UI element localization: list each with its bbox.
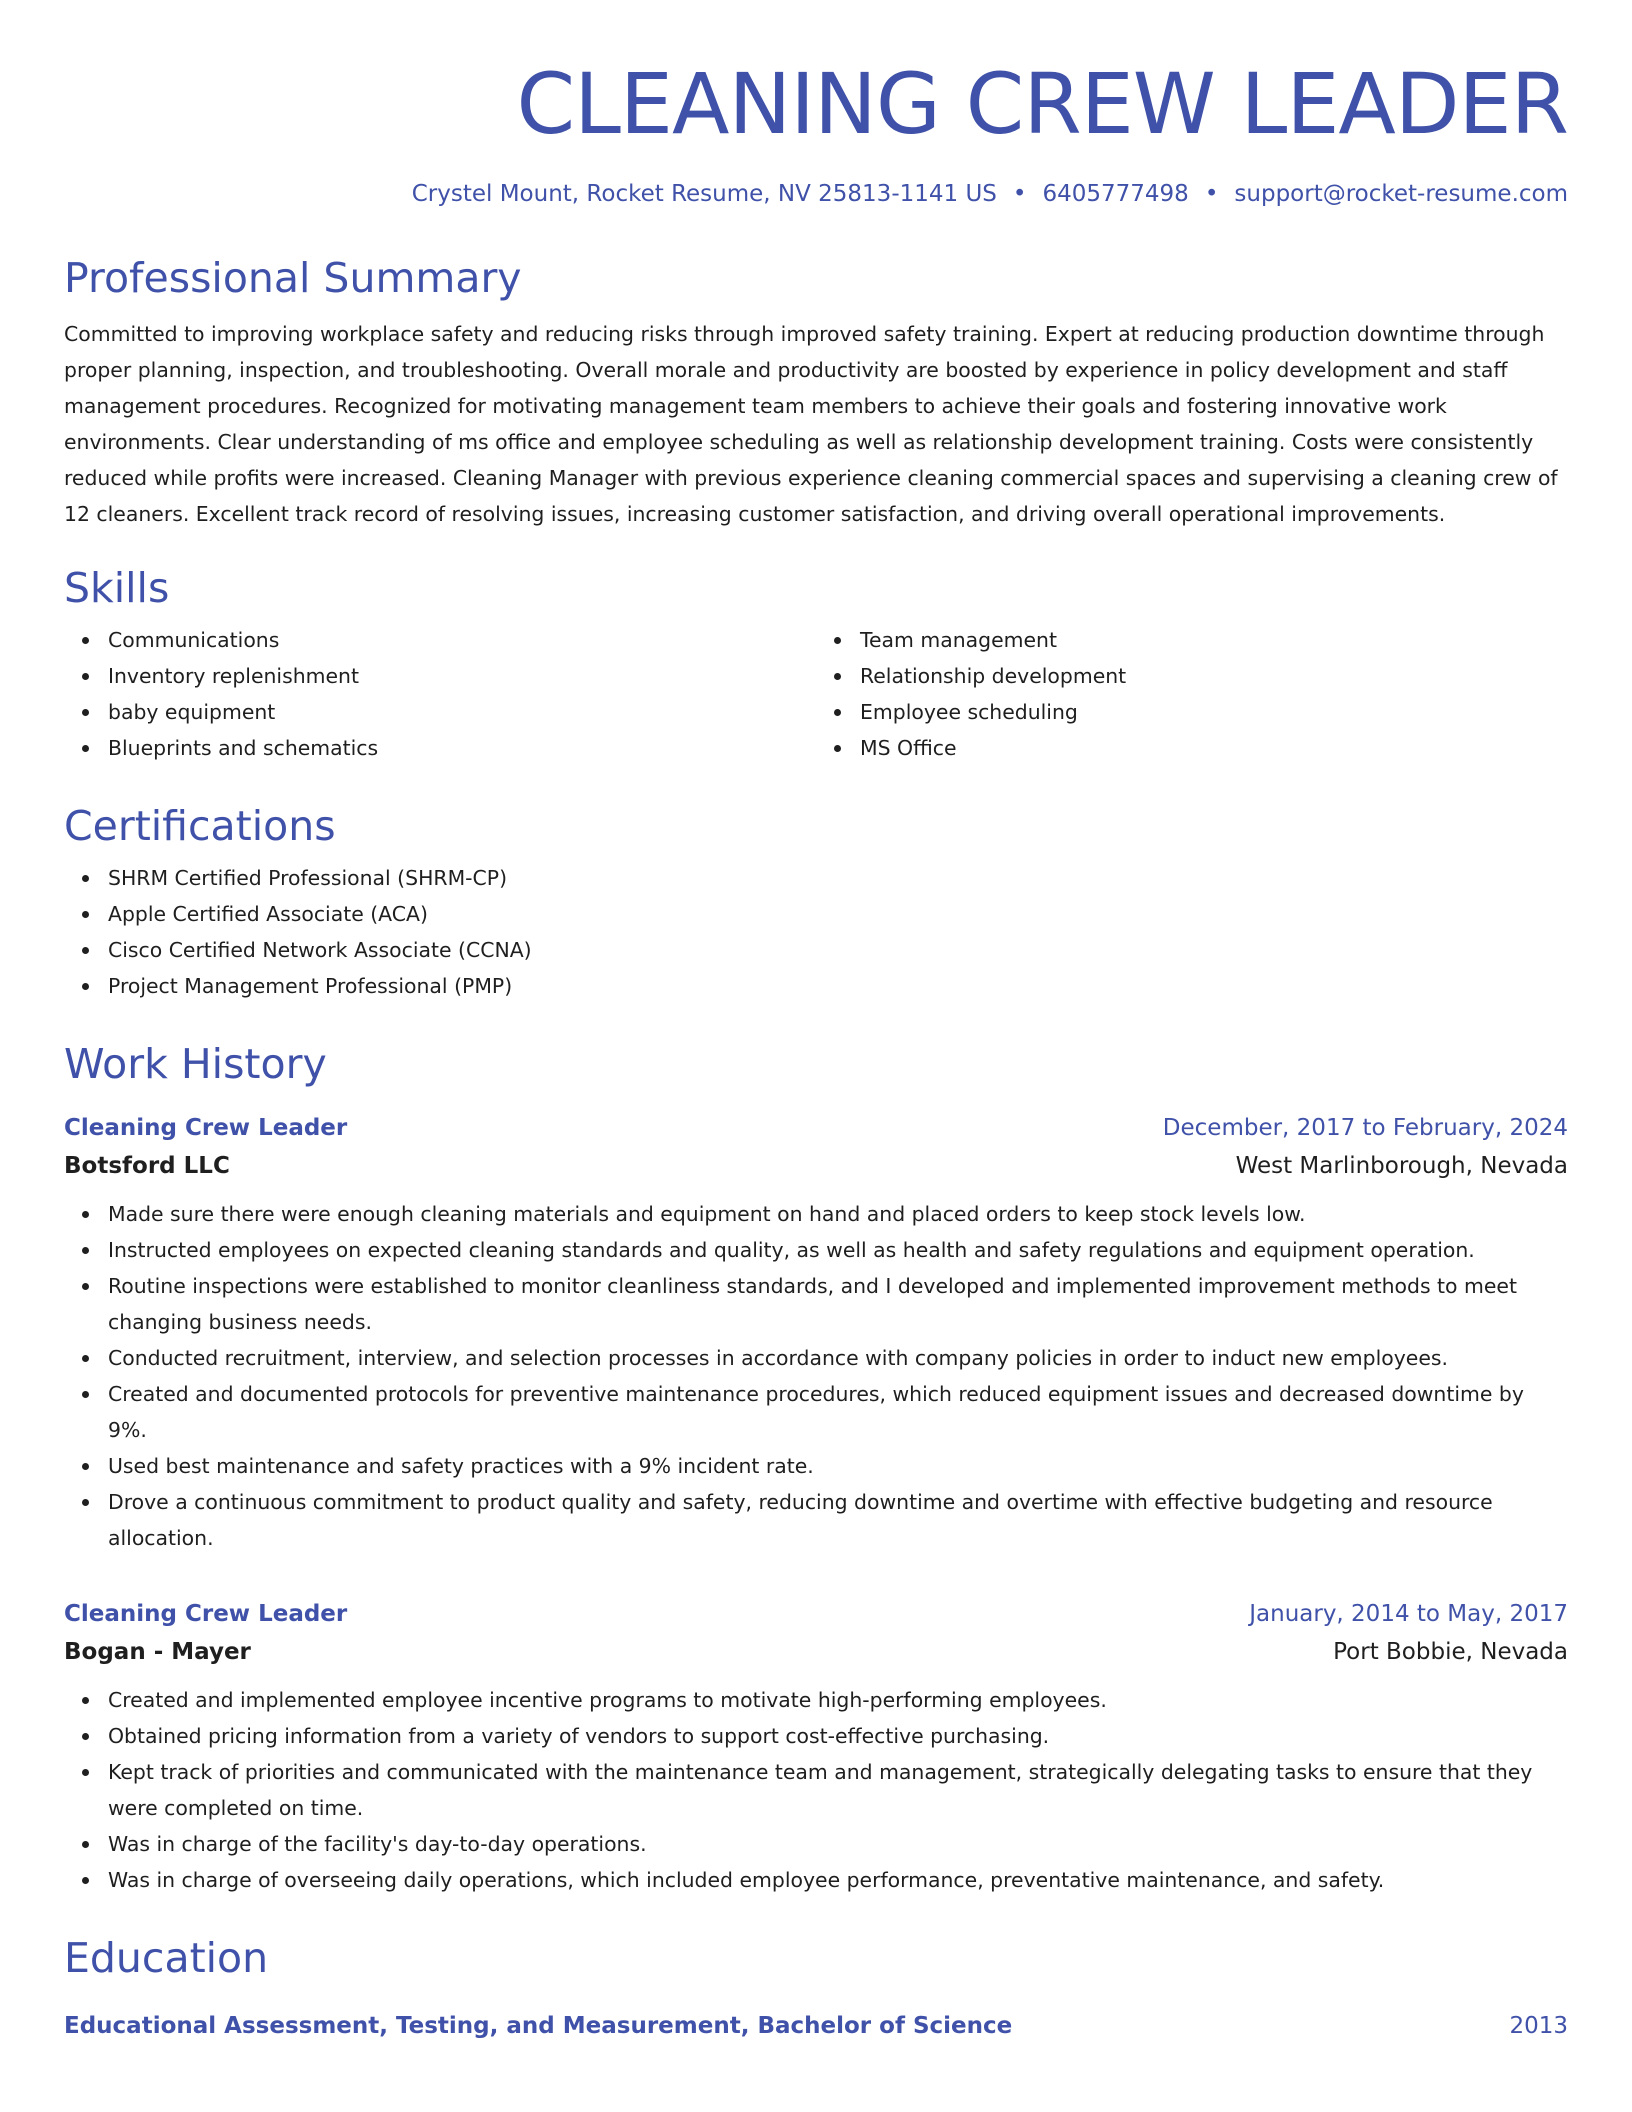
certification-item: Cisco Certified Network Associate (CCNA) — [108, 932, 1568, 968]
skill-item: Employee scheduling — [860, 694, 1568, 730]
job-dates: December, 2017 to February, 2024 — [1162, 1115, 1568, 1141]
skill-item: MS Office — [860, 730, 1568, 766]
contact-phone[interactable]: 6405777498 — [1042, 181, 1189, 207]
job-bullet: Used best maintenance and safety practices with a 9% incident rate. — [108, 1448, 1568, 1484]
job-company: Bogan - Mayer — [64, 1639, 251, 1665]
skill-item: baby equipment — [108, 694, 816, 730]
job-title: Cleaning Crew Leader — [64, 1601, 348, 1627]
job-bullet: Drove a continuous commitment to product quality and safety, reducing downtime and overtime with effective budgeting and resource allocation. — [108, 1484, 1568, 1556]
job-title: Cleaning Crew Leader — [64, 1115, 348, 1141]
section-heading-skills: Skills — [64, 564, 170, 612]
skills-column-left — [64, 622, 816, 766]
skill-item: Blueprints and schematics — [108, 730, 816, 766]
skill-item: Inventory replenishment — [108, 658, 816, 694]
job-bullet: Instructed employees on expected cleaning standards and quality, as well as health and safety regulations and equipment operation. — [108, 1232, 1568, 1268]
section-heading-work-history: Work History — [64, 1040, 327, 1088]
contact-separator: • — [1204, 181, 1219, 207]
job-bullet: Kept track of priorities and communicated with the maintenance team and management, strategically delegating tasks to ensure that they were completed on time. — [108, 1754, 1568, 1826]
job-entry — [64, 1596, 1568, 1898]
job-company: Botsford LLC — [64, 1153, 230, 1179]
certification-item: Apple Certified Associate (ACA) — [108, 896, 1568, 932]
job-bullet: Was in charge of overseeing daily operations, which included employee performance, preventative maintenance, and safety. — [108, 1862, 1568, 1898]
section-heading-education: Education — [64, 1934, 269, 1982]
skill-item: Team management — [860, 622, 1568, 658]
contact-separator: • — [1012, 181, 1027, 207]
summary-text: Committed to improving workplace safety and reducing risks through improved safety training. Expert at reducing production downtime through proper planning, inspection, and troubleshooting. Overall morale and productivity are boosted by experience in policy development and staff management procedures. Recognized for motivating management team members to achieve their goals and fostering innovative work environments. Clear understanding of ms office and employee scheduling as well as relationship development training. Costs were consistently reduced while profits were increased. Cleaning Manager with previous experience cleaning commercial spaces and supervising a cleaning crew of 12 cleaners. Excellent track record of resolving issues, increasing customer satisfaction, and driving overall operational improvements. — [64, 322, 1558, 526]
job-bullet: Made sure there were enough cleaning materials and equipment on hand and placed orders to keep stock levels low. — [108, 1196, 1568, 1232]
skill-item: Relationship development — [860, 658, 1568, 694]
skill-item: Communications — [108, 622, 816, 658]
skills-list — [64, 622, 1568, 766]
job-bullet: Was in charge of the facility's day-to-day operations. — [108, 1826, 1568, 1862]
section-heading-summary: Professional Summary — [64, 254, 522, 302]
job-bullet: Conducted recruitment, interview, and selection processes in accordance with company policies in order to induct new employees. — [108, 1340, 1568, 1376]
contact-address: Crystel Mount, Rocket Resume, NV 25813-1141 US — [411, 181, 997, 207]
resume-page — [64, 0, 1568, 2044]
resume-title: CLEANING CREW LEADER — [516, 55, 1568, 153]
education-entry — [64, 2008, 1568, 2044]
job-bullets — [64, 1196, 1568, 1556]
job-location: Port Bobbie, Nevada — [1333, 1639, 1568, 1665]
certification-item: SHRM Certified Professional (SHRM-CP) — [108, 860, 1568, 896]
job-bullet: Obtained pricing information from a variety of vendors to support cost-effective purchasing. — [108, 1718, 1568, 1754]
certifications-list — [64, 860, 1568, 1004]
contact-line — [64, 178, 1568, 210]
job-location: West Marlinborough, Nevada — [1235, 1153, 1568, 1179]
job-bullet: Created and implemented employee incentive programs to motivate high-performing employees. — [108, 1682, 1568, 1718]
job-bullet: Routine inspections were established to monitor cleanliness standards, and I developed and implemented improvement methods to meet changing business needs. — [108, 1268, 1568, 1340]
education-year: 2013 — [1509, 2013, 1568, 2039]
education-degree: Educational Assessment, Testing, and Measurement, Bachelor of Science — [64, 2013, 1013, 2039]
job-dates: January, 2014 to May, 2017 — [1249, 1601, 1568, 1627]
job-entry — [64, 1110, 1568, 1556]
job-bullets — [64, 1682, 1568, 1898]
section-heading-certifications: Certifications — [64, 802, 336, 850]
certification-item: Project Management Professional (PMP) — [108, 968, 1568, 1004]
job-bullet: Created and documented protocols for preventive maintenance procedures, which reduced equipment issues and decreased downtime by 9%. — [108, 1376, 1568, 1448]
contact-email[interactable]: support@rocket-resume.com — [1234, 181, 1568, 207]
skills-column-right — [816, 622, 1568, 766]
